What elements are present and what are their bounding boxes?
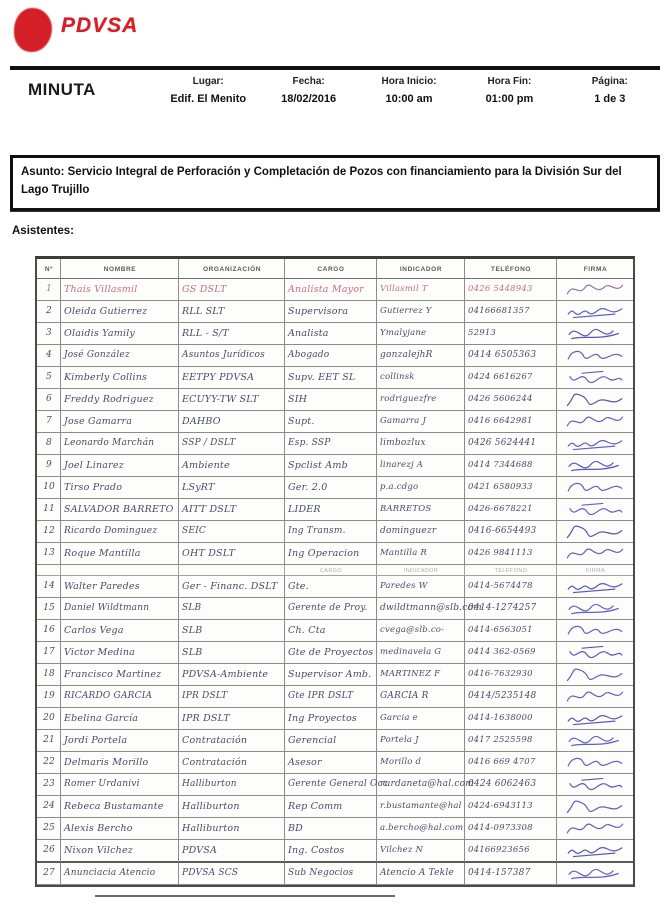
table-row: [37, 752, 633, 774]
row-number: 18: [37, 664, 61, 686]
cell-firma: [557, 301, 633, 323]
pdvsa-logo-text: PDVSA: [61, 14, 139, 37]
cell-organizacion: Halliburton: [179, 774, 285, 796]
cell-nombre: Leonardo Marchán: [61, 433, 179, 455]
col-header-organizacion: ORGANIZACIÓN: [179, 259, 285, 279]
cell-telefono: 0426 5448943: [465, 279, 557, 301]
table-row: [37, 774, 633, 796]
field-value: 10:00 am: [385, 93, 433, 105]
pdvsa-logo-icon: [14, 8, 52, 52]
cell-firma: [557, 818, 633, 840]
cell-firma: [557, 664, 633, 686]
cell-telefono: 0414-1638000: [465, 708, 557, 730]
repeated-faint-header: [37, 565, 633, 576]
document-title: MINUTA: [28, 80, 96, 99]
signature-mark: [559, 500, 631, 519]
col-header-telefono: TELÉFONO: [465, 259, 557, 279]
cell-organizacion: SLB: [179, 620, 285, 642]
cell-firma: [557, 686, 633, 708]
cell-firma: [557, 323, 633, 345]
cell-cargo: Gte de Proyectos: [285, 642, 377, 664]
table-row: [37, 477, 633, 499]
cell-firma: [557, 345, 633, 367]
minuta-header: [10, 66, 660, 105]
cell-organizacion: SLB: [179, 642, 285, 664]
cell-telefono: 0424-6943113: [465, 796, 557, 818]
cell-firma: [557, 433, 633, 455]
cell-nombre: Anunciacia Atencio: [61, 863, 179, 885]
table-row: [37, 818, 633, 840]
row-number: 10: [37, 477, 61, 499]
cell-telefono: 0417 2525598: [465, 730, 557, 752]
cell-firma: [557, 411, 633, 433]
row-number: 4: [37, 345, 61, 367]
cell-indicador: Portela J: [377, 730, 465, 752]
cell-telefono: 04166681357: [465, 301, 557, 323]
signature-mark: [559, 643, 631, 662]
col-header-no: Nº: [37, 259, 61, 279]
cell-indicador: Mantilla R: [377, 543, 465, 565]
signature-mark: [559, 687, 631, 706]
signature-mark: [559, 302, 631, 321]
table-row: [37, 455, 633, 477]
cell-cargo: BD: [285, 818, 377, 840]
cell-cargo: Ger. 2.0: [285, 477, 377, 499]
cell-firma: [557, 367, 633, 389]
cell-indicador: Morillo d: [377, 752, 465, 774]
cell-organizacion: Ger - Financ. DSLT: [179, 576, 285, 598]
cell-organizacion: Asuntos Jurídicos: [179, 345, 285, 367]
cell-organizacion: Contratación: [179, 730, 285, 752]
row-number: 3: [37, 323, 61, 345]
table-row: [37, 598, 633, 620]
cell-cargo: Supervisora: [285, 301, 377, 323]
table-row: [37, 576, 633, 598]
cell-nombre: Walter Paredes: [61, 576, 179, 598]
field-lugar: [158, 76, 258, 105]
cell-indicador: Garcia e: [377, 708, 465, 730]
cell-nombre: SALVADOR BARRETO: [61, 499, 179, 521]
row-number: 7: [37, 411, 61, 433]
cell-organizacion: GS DSLT: [179, 279, 285, 301]
row-number: 8: [37, 433, 61, 455]
cell-indicador: dominguezr: [377, 521, 465, 543]
signature-mark: [559, 522, 631, 541]
cell-indicador: limbozlux: [377, 433, 465, 455]
cell-firma: [557, 796, 633, 818]
table-row: [37, 367, 633, 389]
cell-organizacion: AITT DSLT: [179, 499, 285, 521]
cell-telefono: 0416-7632930: [465, 664, 557, 686]
cell-indicador: MARTINEZ F: [377, 664, 465, 686]
row-number: 27: [37, 863, 61, 885]
table-row: [37, 863, 633, 885]
cell-firma: [557, 840, 633, 863]
cell-nombre: Delmaris Morillo: [61, 752, 179, 774]
row-number: 19: [37, 686, 61, 708]
signature-mark: [559, 797, 631, 816]
signature-mark: [559, 864, 631, 883]
header-fields: [158, 76, 660, 105]
row-number: 17: [37, 642, 61, 664]
signature-mark: [559, 368, 631, 387]
cell-indicador: gonzalejhR: [377, 345, 465, 367]
cell-firma: [557, 455, 633, 477]
cell-organizacion: ECUYY-TW SLT: [179, 389, 285, 411]
field-value: 01:00 pm: [485, 93, 534, 105]
cell-cargo: Asesor: [285, 752, 377, 774]
cell-nombre: Romer Urdanivi: [61, 774, 179, 796]
cell-nombre: Tirso Prado: [61, 477, 179, 499]
table-row: [37, 543, 633, 565]
field-fecha: [258, 76, 358, 105]
signature-mark: [559, 621, 631, 640]
cell-telefono: 0426 9841113: [465, 543, 557, 565]
cell-indicador: cvega@slb.co-: [377, 620, 465, 642]
cell-cargo: Analista: [285, 323, 377, 345]
cell-indicador: BARRETOS: [377, 499, 465, 521]
row-number: 16: [37, 620, 61, 642]
table-row: [37, 664, 633, 686]
cell-firma: [557, 774, 633, 796]
cell-firma: [557, 543, 633, 565]
pdvsa-logo: [14, 8, 138, 52]
signature-mark: [559, 346, 631, 365]
cell-cargo: Ing Operacion: [285, 543, 377, 565]
cell-organizacion: RLL SLT: [179, 301, 285, 323]
signature-mark: [559, 324, 631, 343]
row-number: 13: [37, 543, 61, 565]
faint-col-telefono: TELÉFONO: [465, 565, 557, 576]
cell-telefono: 52913: [465, 323, 557, 345]
subject-text: Asunto: Servicio Integral de Perforación y Completación de Pozos con financiamiento para la División Sur del Lago Trujillo: [21, 166, 622, 196]
cell-telefono: 0414 7344688: [465, 455, 557, 477]
table-row: [37, 301, 633, 323]
row-number: 6: [37, 389, 61, 411]
table-row: [37, 499, 633, 521]
cell-indicador: r.bustamante@hal: [377, 796, 465, 818]
cell-cargo: SIH: [285, 389, 377, 411]
cell-cargo: Ch. Cta: [285, 620, 377, 642]
cell-nombre: Nixon Vilchez: [61, 840, 179, 863]
cell-cargo: Supt.: [285, 411, 377, 433]
cell-indicador: Vilchez N: [377, 840, 465, 863]
cell-cargo: Gte IPR DSLT: [285, 686, 377, 708]
cell-organizacion: Halliburton: [179, 796, 285, 818]
cell-organizacion: Contratación: [179, 752, 285, 774]
cell-indicador: collinsk: [377, 367, 465, 389]
row-number: 11: [37, 499, 61, 521]
cell-nombre: Roque Mantilla: [61, 543, 179, 565]
faint-col-indicador: INDICADOR: [377, 565, 465, 576]
cell-cargo: Sub Negocios: [285, 863, 377, 885]
row-number: 25: [37, 818, 61, 840]
row-number: 9: [37, 455, 61, 477]
table-row: [37, 686, 633, 708]
signature-mark: [559, 819, 631, 838]
signature-mark: [559, 412, 631, 431]
cell-indicador: Gamarra J: [377, 411, 465, 433]
cell-organizacion: EETPY PDVSA: [179, 367, 285, 389]
signature-mark: [559, 577, 631, 596]
cell-telefono: 0414-5674478: [465, 576, 557, 598]
cell-nombre: Rebeca Bustamante: [61, 796, 179, 818]
row-number: 1: [37, 279, 61, 301]
table-row: [37, 796, 633, 818]
signature-mark: [559, 731, 631, 750]
cell-firma: [557, 730, 633, 752]
cell-cargo: Esp. SSP: [285, 433, 377, 455]
cell-organizacion: IPR DSLT: [179, 708, 285, 730]
cell-nombre: Alexis Bercho: [61, 818, 179, 840]
cell-organizacion: PDVSA SCS: [179, 863, 285, 885]
subject-box: [10, 155, 660, 211]
row-number: 26: [37, 840, 61, 863]
cell-telefono: 0421 6580933: [465, 477, 557, 499]
cell-nombre: José González: [61, 345, 179, 367]
col-header-indicador: INDICADOR: [377, 259, 465, 279]
cell-firma: [557, 499, 633, 521]
cell-telefono: 0416 6642981: [465, 411, 557, 433]
cell-telefono: 0414 6505363: [465, 345, 557, 367]
signature-mark: [559, 775, 631, 794]
table-row: [37, 345, 633, 367]
cell-telefono: 0426-6678221: [465, 499, 557, 521]
signature-mark: [559, 665, 631, 684]
cell-telefono: 0426 5624441: [465, 433, 557, 455]
cell-cargo: Abogado: [285, 345, 377, 367]
cell-telefono: 0416-6654493: [465, 521, 557, 543]
signature-mark: [559, 841, 631, 860]
cell-indicador: rodriguezfre: [377, 389, 465, 411]
row-number: 14: [37, 576, 61, 598]
col-header-nombre: NOMBRE: [61, 259, 179, 279]
table-row: [37, 411, 633, 433]
cell-firma: [557, 863, 633, 885]
field-label: Hora Fin:: [487, 76, 532, 87]
row-number: 24: [37, 796, 61, 818]
cell-nombre: Ricardo Dominguez: [61, 521, 179, 543]
cell-indicador: rurdaneta@hal.com: [377, 774, 465, 796]
signature-mark: [559, 478, 631, 497]
cell-cargo: Gerencial: [285, 730, 377, 752]
field-label: Página:: [591, 76, 628, 87]
row-number: 5: [37, 367, 61, 389]
row-number: 15: [37, 598, 61, 620]
cell-organizacion: DAHBO: [179, 411, 285, 433]
cell-telefono: 0414-0973308: [465, 818, 557, 840]
cell-firma: [557, 279, 633, 301]
cell-indicador: Gutierrez Y: [377, 301, 465, 323]
cell-organizacion: SSP / DSLT: [179, 433, 285, 455]
cell-nombre: Kimberly Collins: [61, 367, 179, 389]
cell-firma: [557, 389, 633, 411]
cell-cargo: Gerente General Occ: [285, 774, 377, 796]
cell-nombre: Victor Medina: [61, 642, 179, 664]
cell-nombre: Daniel Wildtmann: [61, 598, 179, 620]
signature-mark: [559, 434, 631, 453]
cell-firma: [557, 708, 633, 730]
cell-cargo: Supervisor Amb.: [285, 664, 377, 686]
signature-mark: [559, 753, 631, 772]
cell-cargo: Analista Mayor: [285, 279, 377, 301]
cell-indicador: p.a.cdgo: [377, 477, 465, 499]
cell-organizacion: PDVSA-Ambiente: [179, 664, 285, 686]
cell-cargo: Gerente de Proy.: [285, 598, 377, 620]
col-header-firma: FIRMA: [557, 259, 633, 279]
attendance-scan: [35, 256, 635, 887]
field-label: Lugar:: [192, 76, 224, 87]
attendees-label: Asistentes:: [12, 225, 74, 237]
row-number: 12: [37, 521, 61, 543]
field-pagina: [560, 76, 660, 105]
col-header-cargo: CARGO: [285, 259, 377, 279]
signature-mark: [559, 709, 631, 728]
cell-telefono: 0414-6563051: [465, 620, 557, 642]
field-label: Fecha:: [292, 76, 325, 87]
faint-col-firma: FIRMA: [557, 565, 633, 576]
field-value: 1 de 3: [594, 93, 626, 105]
cell-indicador: dwildtmann@slb.com: [377, 598, 465, 620]
cell-cargo: Spclist Amb: [285, 455, 377, 477]
cell-organizacion: LSyRT: [179, 477, 285, 499]
cell-organizacion: RLL - S/T: [179, 323, 285, 345]
cell-nombre: Carlos Vega: [61, 620, 179, 642]
cell-telefono: 0414-1274257: [465, 598, 557, 620]
signature-mark: [559, 599, 631, 618]
cell-telefono: 0424 6616267: [465, 367, 557, 389]
field-value: 18/02/2016: [281, 93, 337, 105]
cell-cargo: LIDER: [285, 499, 377, 521]
cell-firma: [557, 576, 633, 598]
cell-indicador: Paredes W: [377, 576, 465, 598]
cell-organizacion: IPR DSLT: [179, 686, 285, 708]
cell-telefono: 0426 5606244: [465, 389, 557, 411]
signature-mark: [559, 456, 631, 475]
cell-cargo: Rep Comm: [285, 796, 377, 818]
signature-mark: [559, 280, 631, 299]
cell-cargo: Supv. EET SL: [285, 367, 377, 389]
cell-indicador: a.bercho@hal.com: [377, 818, 465, 840]
cell-telefono: 0414-157387: [465, 863, 557, 885]
faint-col-cargo: CARGO: [285, 565, 377, 576]
cell-organizacion: Halliburton: [179, 818, 285, 840]
cell-organizacion: Ambiente: [179, 455, 285, 477]
cell-indicador: GARCIA R: [377, 686, 465, 708]
cell-organizacion: SLB: [179, 598, 285, 620]
cell-cargo: Ing Proyectos: [285, 708, 377, 730]
cell-telefono: 0424 6062463: [465, 774, 557, 796]
cell-telefono: 0416 669 4707: [465, 752, 557, 774]
cell-firma: [557, 620, 633, 642]
scan-bottom-line: [95, 895, 395, 897]
cell-telefono: 0414 362-0569: [465, 642, 557, 664]
cell-organizacion: OHT DSLT: [179, 543, 285, 565]
cell-nombre: Thais Villasmil: [61, 279, 179, 301]
table-row: [37, 642, 633, 664]
cell-indicador: Villasmil T: [377, 279, 465, 301]
signature-mark: [559, 390, 631, 409]
table-row: [37, 433, 633, 455]
cell-nombre: Joel Linarez: [61, 455, 179, 477]
table-row: [37, 730, 633, 752]
cell-nombre: Oleida Gutierrez: [61, 301, 179, 323]
cell-indicador: Atencio A Tekle: [377, 863, 465, 885]
cell-nombre: Jose Gamarra: [61, 411, 179, 433]
cell-organizacion: PDVSA: [179, 840, 285, 863]
cell-firma: [557, 598, 633, 620]
cell-telefono: 04166923656: [465, 840, 557, 863]
cell-nombre: Ebelina García: [61, 708, 179, 730]
cell-cargo: Ing. Costos: [285, 840, 377, 863]
table-header-row: [37, 259, 633, 279]
row-number: 20: [37, 708, 61, 730]
cell-firma: [557, 642, 633, 664]
cell-indicador: linarezj A: [377, 455, 465, 477]
table-row: [37, 521, 633, 543]
cell-nombre: Freddy Rodriguez: [61, 389, 179, 411]
cell-cargo: Ing Transm.: [285, 521, 377, 543]
cell-telefono: 0414/5235148: [465, 686, 557, 708]
row-number: 23: [37, 774, 61, 796]
row-number: 21: [37, 730, 61, 752]
cell-firma: [557, 477, 633, 499]
cell-firma: [557, 752, 633, 774]
cell-cargo: Gte.: [285, 576, 377, 598]
cell-indicador: medinavela G: [377, 642, 465, 664]
field-value: Edif. El Menito: [170, 93, 247, 105]
row-number: 2: [37, 301, 61, 323]
signature-mark: [559, 544, 631, 563]
cell-nombre: Francisco Martinez: [61, 664, 179, 686]
cell-nombre: Olaidis Yamily: [61, 323, 179, 345]
table-row: [37, 708, 633, 730]
table-row: [37, 620, 633, 642]
cell-indicador: Ymalyjane: [377, 323, 465, 345]
cell-organizacion: SEIC: [179, 521, 285, 543]
table-row: [37, 279, 633, 301]
table-row: [37, 323, 633, 345]
field-hora-inicio: [359, 76, 459, 105]
field-label: Hora Inicio:: [381, 76, 437, 87]
table-row: [37, 840, 633, 863]
cell-firma: [557, 521, 633, 543]
table-row: [37, 389, 633, 411]
cell-nombre: RICARDO GARCIA: [61, 686, 179, 708]
field-hora-fin: [459, 76, 559, 105]
row-number: 22: [37, 752, 61, 774]
cell-nombre: Jordi Portela: [61, 730, 179, 752]
attendance-table: [35, 256, 635, 887]
